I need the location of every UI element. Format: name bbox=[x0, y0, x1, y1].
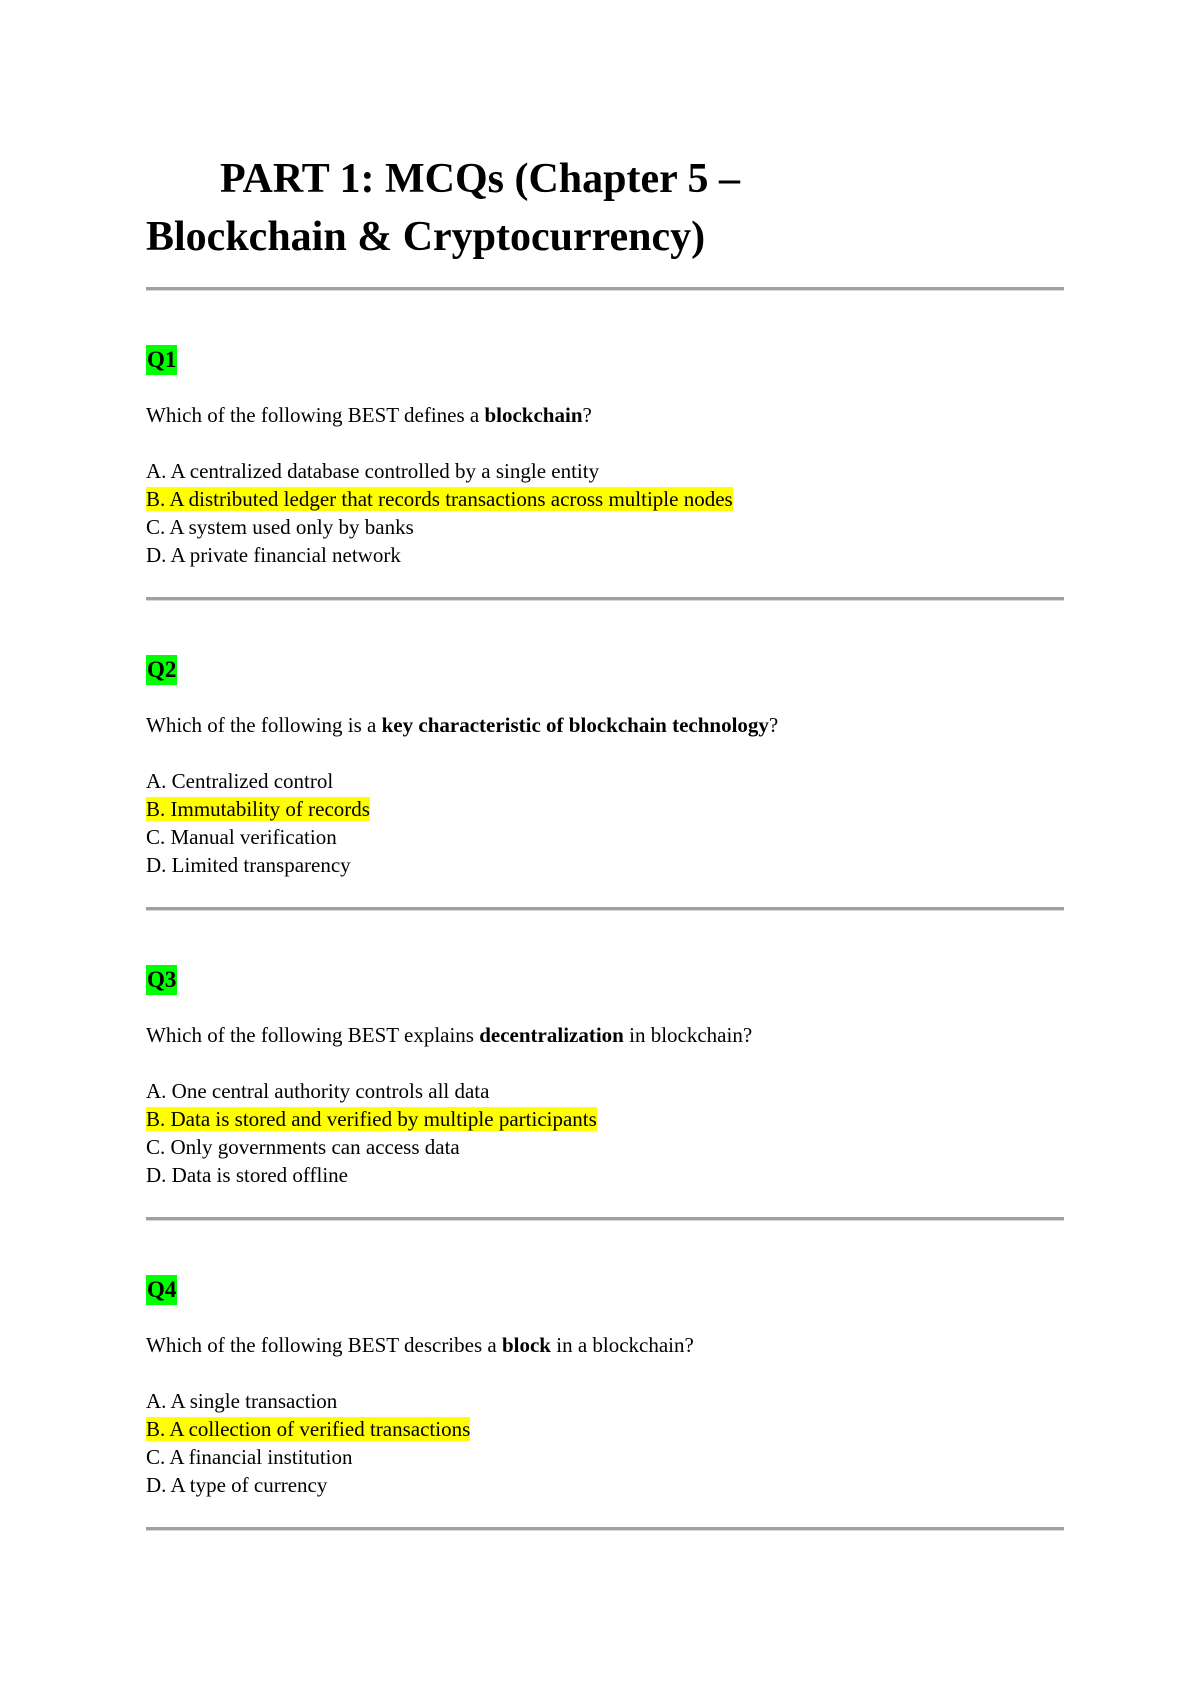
horizontal-rule bbox=[146, 907, 1064, 911]
option-d: D. Data is stored offline bbox=[146, 1163, 348, 1187]
option-c: C. Only governments can access data bbox=[146, 1135, 460, 1159]
highlighted-answer: B. Immutability of records bbox=[146, 797, 370, 821]
option-b bbox=[146, 485, 733, 513]
option-b bbox=[146, 1415, 470, 1443]
question-text bbox=[146, 1021, 752, 1049]
option-c: C. A financial institution bbox=[146, 1445, 353, 1469]
highlighted-answer: B. A collection of verified transactions bbox=[146, 1417, 471, 1441]
question-label: Q2 bbox=[146, 655, 177, 685]
question-stem-start: Which of the following BEST explains bbox=[146, 1023, 480, 1047]
question-stem-end: in a blockchain? bbox=[550, 1333, 694, 1357]
horizontal-rule bbox=[146, 287, 1064, 291]
option-d: D. A type of currency bbox=[146, 1473, 328, 1497]
question-keyword: blockchain bbox=[484, 403, 583, 427]
option-c: C. A system used only by banks bbox=[146, 515, 414, 539]
question-keyword: key characteristic of blockchain technology bbox=[381, 713, 769, 737]
question-keyword: block bbox=[501, 1333, 551, 1357]
option-a: A. One central authority controls all data bbox=[146, 1079, 490, 1103]
question-keyword: decentralization bbox=[479, 1023, 624, 1047]
question-text bbox=[146, 401, 592, 429]
answer-options bbox=[146, 457, 733, 569]
option-b bbox=[146, 795, 370, 823]
horizontal-rule bbox=[146, 597, 1064, 601]
option-d: D. A private financial network bbox=[146, 543, 401, 567]
question-text bbox=[146, 1331, 694, 1359]
question-label: Q1 bbox=[146, 345, 177, 375]
title-line-2: Blockchain & Cryptocurrency) bbox=[146, 214, 706, 260]
page-title bbox=[146, 150, 1064, 266]
question-stem-start: Which of the following is a bbox=[146, 713, 382, 737]
option-a: A. Centralized control bbox=[146, 769, 334, 793]
highlighted-answer: B. Data is stored and verified by multiple participants bbox=[146, 1107, 597, 1131]
title-line-1: PART 1: MCQs (Chapter 5 – bbox=[220, 156, 740, 202]
question-stem-end: in blockchain? bbox=[623, 1023, 753, 1047]
answer-options bbox=[146, 767, 370, 879]
question-label: Q4 bbox=[146, 1275, 177, 1305]
question-stem-start: Which of the following BEST describes a bbox=[146, 1333, 502, 1357]
horizontal-rule bbox=[146, 1527, 1064, 1531]
question-stem-start: Which of the following BEST defines a bbox=[146, 403, 485, 427]
answer-options bbox=[146, 1387, 470, 1499]
horizontal-rule bbox=[146, 1217, 1064, 1221]
option-d: D. Limited transparency bbox=[146, 853, 351, 877]
answer-options bbox=[146, 1077, 597, 1189]
question-text bbox=[146, 711, 778, 739]
highlighted-answer: B. A distributed ledger that records transactions across multiple nodes bbox=[146, 487, 733, 511]
option-b bbox=[146, 1105, 597, 1133]
option-c: C. Manual verification bbox=[146, 825, 337, 849]
question-label: Q3 bbox=[146, 965, 177, 995]
question-stem-end: ? bbox=[768, 713, 779, 737]
option-a: A. A centralized database controlled by a single entity bbox=[146, 459, 600, 483]
question-stem-end: ? bbox=[582, 403, 592, 427]
option-a: A. A single transaction bbox=[146, 1389, 338, 1413]
